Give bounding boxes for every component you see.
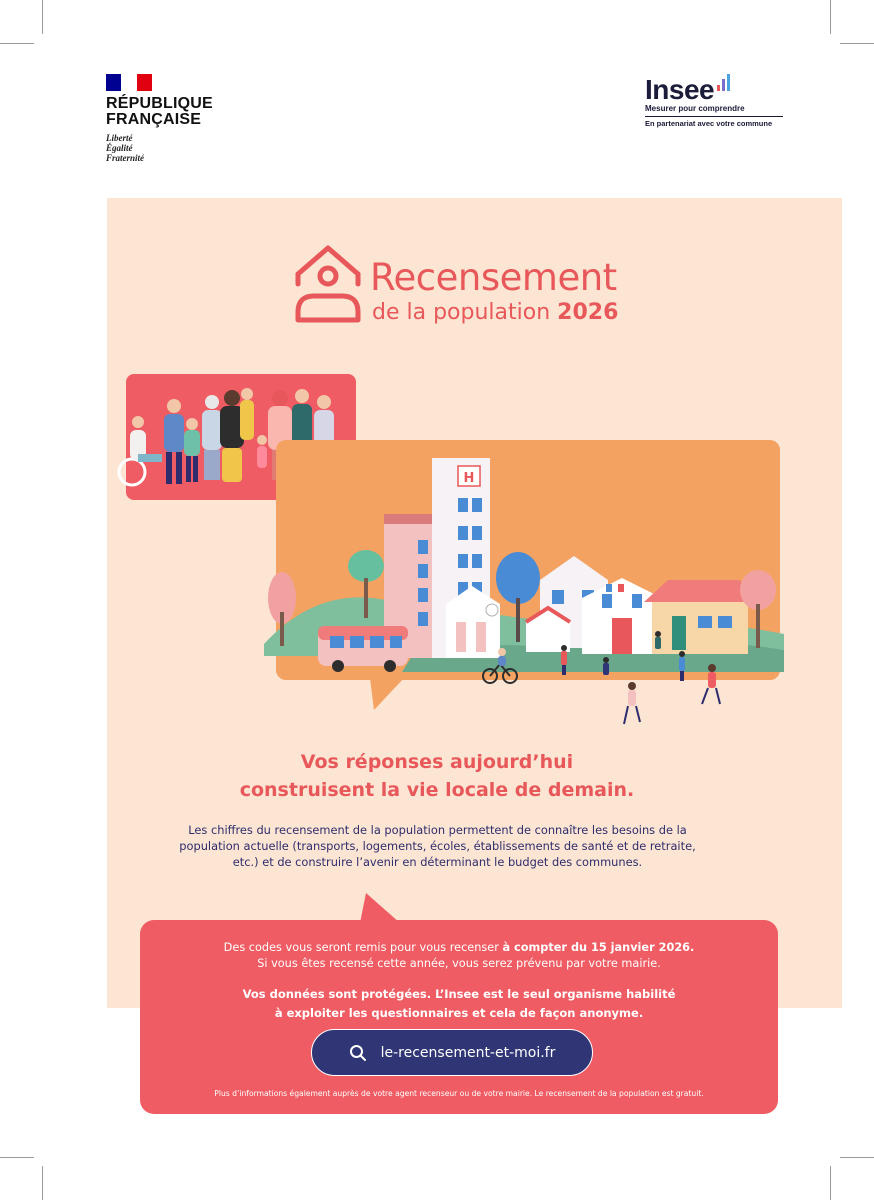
mairie-notice: Si vous êtes recensé cette année, vous serez prévenu par votre mairie. — [257, 957, 661, 970]
motto-liberte: Liberté — [106, 133, 133, 143]
insee-bars-icon — [717, 74, 732, 91]
campaign-title — [292, 242, 672, 332]
intro-line2: population actuelle (transports, logements, écoles, établissements de santé et de retraite, — [179, 839, 696, 853]
crop-mark — [0, 1157, 34, 1158]
insee-wordmark: Insee — [645, 74, 715, 105]
headline-line2: construisent la vie locale de demain. — [239, 779, 635, 801]
intro-paragraph — [160, 822, 715, 870]
republique-line2: FRANÇAISE — [106, 111, 202, 128]
data-protection-notice — [140, 985, 778, 1023]
intro-line1: Les chiffres du recensement de la population permettent de connaître les besoins de la — [188, 823, 687, 837]
insee-logo — [645, 74, 785, 128]
insee-divider — [645, 116, 783, 117]
crop-mark — [830, 0, 831, 34]
title-year: 2026 — [557, 300, 619, 325]
french-flag-icon — [106, 74, 152, 91]
hospital-sign: H — [463, 471, 475, 486]
crop-mark — [840, 43, 874, 44]
codes-prefix: Des codes vous seront remis pour vous recenser — [223, 941, 499, 954]
headline-line1: Vos réponses aujourd’hui — [300, 751, 574, 773]
motto-fraternite: Fraternité — [106, 153, 145, 163]
house-person-icon — [292, 242, 364, 328]
codes-date: à compter du 15 janvier 2026. — [502, 941, 695, 954]
republique-francaise-logo — [106, 74, 213, 163]
crop-mark — [0, 43, 34, 44]
town-and-people-illustration — [112, 372, 792, 732]
crop-mark — [830, 1166, 831, 1200]
crop-mark — [42, 1166, 43, 1200]
republique-motto — [106, 133, 213, 163]
website-url: le-recensement-et-moi.fr — [380, 1044, 556, 1061]
footnote: Plus d’informations également auprès de votre agent recenseur ou de votre mairie. Le recensement de la population est gratuit. — [214, 1089, 704, 1098]
crop-mark — [42, 0, 43, 34]
protect-line2: à exploiter les questionnaires et cela de façon anonyme. — [274, 1006, 644, 1020]
info-box-tail — [360, 893, 404, 923]
protect-line1: Vos données sont protégées. L’Insee est le seul organisme habilité — [242, 987, 676, 1001]
codes-line — [140, 940, 778, 956]
title-sub-prefix: de la population — [372, 300, 551, 325]
website-search-button[interactable] — [311, 1029, 593, 1076]
insee-partner-text: En partenariat avec votre commune — [645, 119, 773, 128]
crop-mark — [840, 1157, 874, 1158]
codes-info — [140, 940, 778, 972]
title-sub — [372, 300, 618, 325]
title-main: Recensement — [370, 256, 617, 299]
republique-name — [106, 96, 213, 128]
intro-line3: etc.) et de construire l’avenir en déterminant le budget des communes. — [232, 855, 643, 869]
insee-tagline: Mesurer pour comprendre — [645, 104, 745, 113]
republique-line1: RÉPUBLIQUE — [106, 95, 213, 112]
search-icon — [349, 1044, 367, 1062]
motto-egalite: Égalité — [106, 143, 133, 153]
headline — [187, 748, 687, 804]
